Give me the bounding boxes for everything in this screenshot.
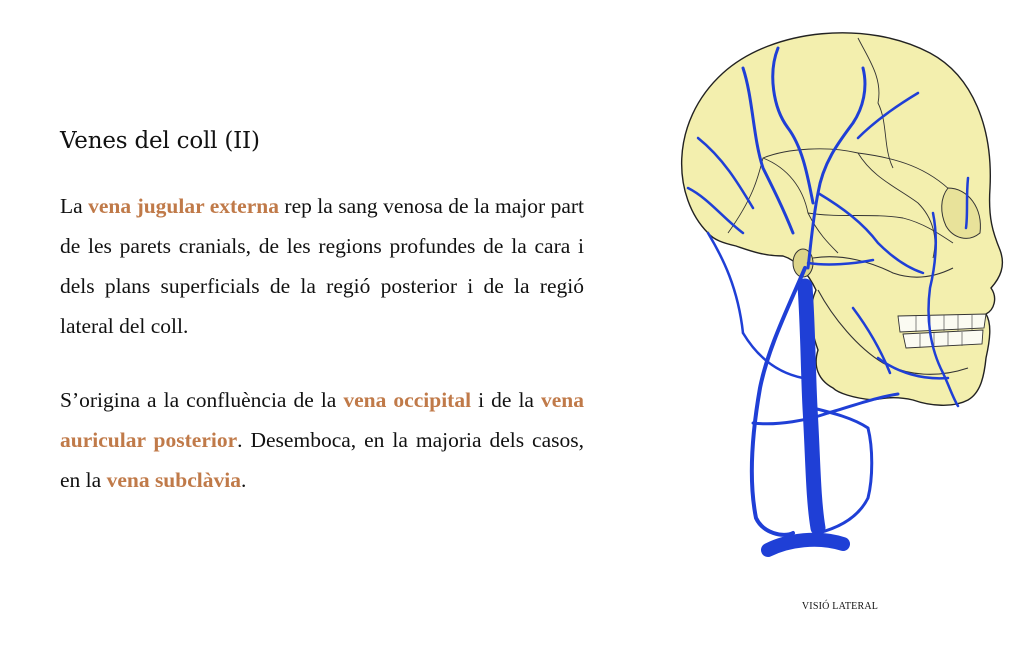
text-span: i de la (471, 388, 541, 412)
subclavian-vein (768, 540, 843, 550)
text-span: S’origina a la confluència de la (60, 388, 344, 412)
vein-branch (753, 394, 898, 424)
term-vena-jugular-externa: vena jugular externa (88, 194, 279, 218)
page-title: Venes del coll (II) (60, 128, 260, 154)
text-panel (60, 128, 584, 534)
text-span: . Desemboca, en la majoria dels casos, en la (60, 428, 585, 492)
text-span: . (240, 468, 247, 492)
term-vena-subclavia: vena subclàvia (106, 468, 241, 492)
vein-branch (966, 178, 968, 228)
term-vena-occipital: vena occipital (343, 388, 472, 412)
text-span: La (60, 194, 89, 218)
paragraph-2 (60, 380, 584, 500)
figure-caption: VISIÓ LATERAL (801, 601, 879, 612)
term-vena-auricular-posterior: vena auricular posterior (60, 388, 584, 452)
text-span: rep la sang venosa de la major part de les parets cranials, de les regions profundes de la cara i dels plans superficials de la regió posterior i de la regió lateral del coll. (60, 194, 584, 338)
skull-illustration (668, 28, 1012, 568)
vein-branch (708, 233, 743, 333)
paragraph-1 (60, 186, 584, 346)
external-jugular-vein (752, 268, 805, 535)
